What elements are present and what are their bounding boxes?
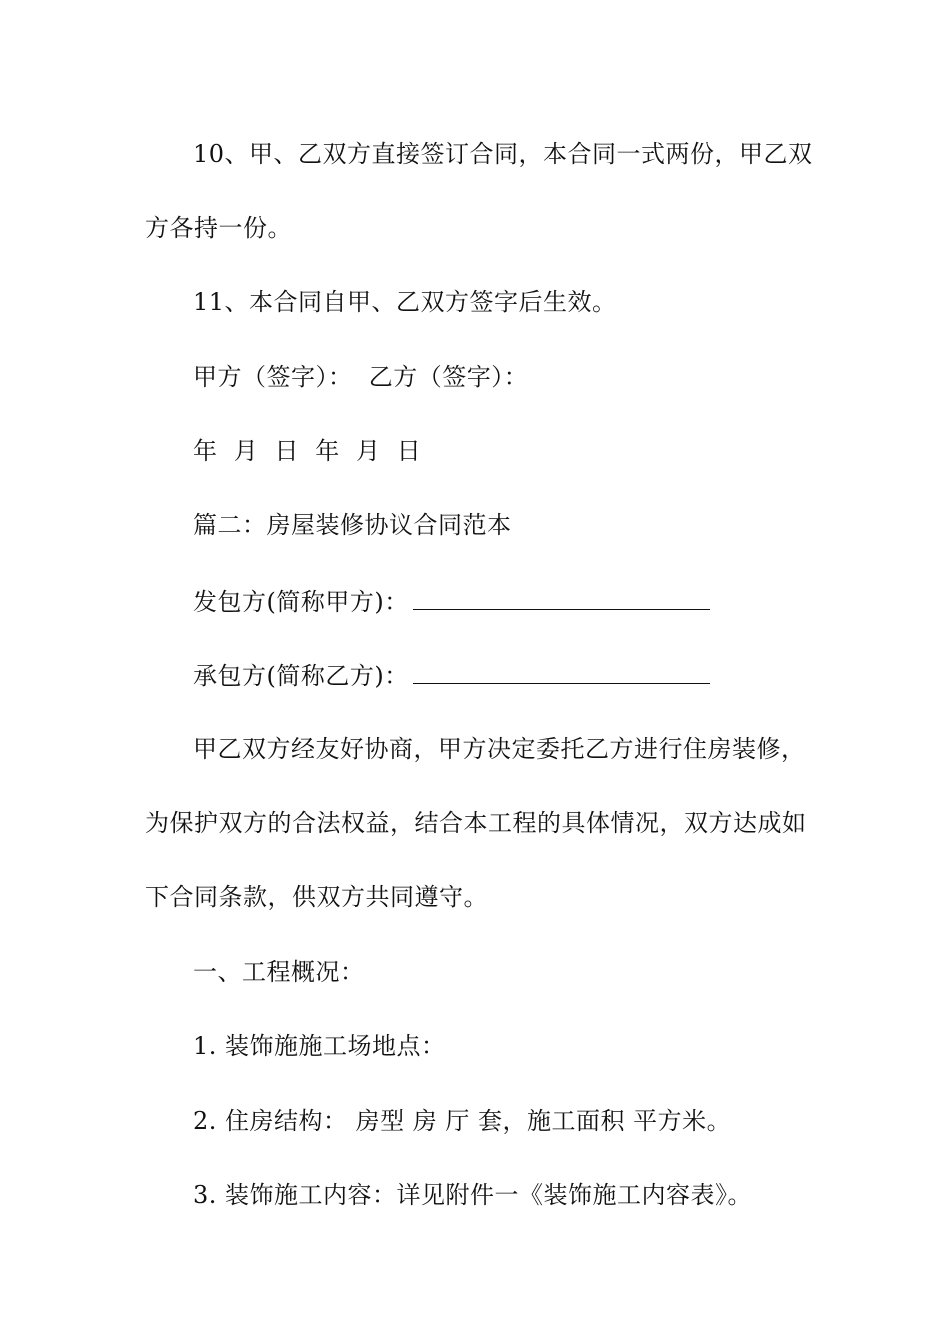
- party-b-line: [193, 659, 710, 691]
- date-line: 年 月 日 年 月 日: [193, 437, 422, 465]
- item-3: 3. 装饰施工内容：详见附件一《装饰施工内容表》。: [193, 1181, 753, 1209]
- party-a-line: [193, 585, 710, 617]
- intro-line-1: 甲乙双方经友好协商，甲方决定委托乙方进行住房装修，: [193, 735, 806, 763]
- party-b-blank: [413, 659, 710, 684]
- party-b-label: 承包方(简称乙方)：: [193, 662, 409, 690]
- item-2: 2. 住房结构： 房型 房 厅 套，施工面积 平方米。: [193, 1107, 732, 1135]
- intro-line-2: 为保护双方的合法权益，结合本工程的具体情况，双方达成如: [145, 809, 807, 837]
- clause-10-line-1: 10、甲、乙双方直接签订合同，本合同一式两份，甲乙双: [193, 140, 813, 168]
- clause-10-line-2: 方各持一份。: [145, 214, 292, 242]
- party-a-blank: [413, 585, 710, 610]
- heading-project-overview: 一、工程概况：: [193, 958, 365, 986]
- clause-11: 11、本合同自甲、乙双方签字后生效。: [193, 288, 617, 316]
- section-title: 篇二：房屋装修协议合同范本: [193, 511, 512, 539]
- item-1: 1. 装饰施施工场地点：: [193, 1032, 446, 1060]
- signature-line: 甲方（签字）： 乙方（签字）：: [193, 363, 529, 391]
- party-a-label: 发包方(简称甲方)：: [193, 588, 409, 616]
- intro-line-3: 下合同条款，供双方共同遵守。: [145, 883, 488, 911]
